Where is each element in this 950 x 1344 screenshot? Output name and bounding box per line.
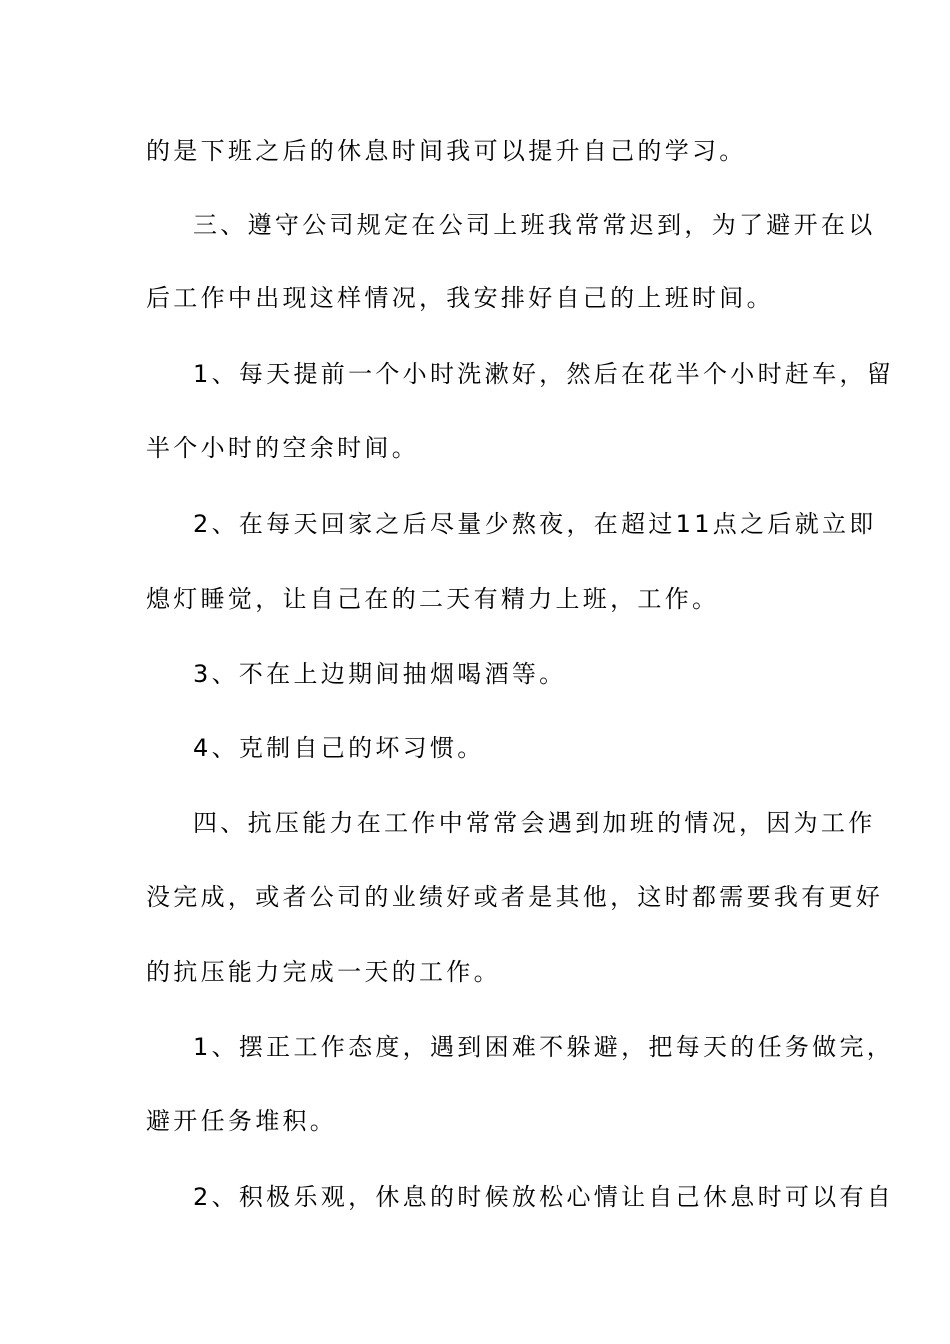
text-line-7: 熄灯睡觉，让自己在的二天有精力上班，工作。	[146, 585, 720, 613]
text-line-12: 的抗压能力完成一天的工作。	[146, 958, 501, 986]
text-line-2: 三、遵守公司规定在公司上班我常常迟到，为了避开在以	[193, 211, 876, 239]
text-line-15: 2、积极乐观，休息的时候放松心情让自己休息时可以有自	[193, 1183, 895, 1211]
text-line-13: 1、摆正工作态度，遇到困难不躲避，把每天的任务做完，	[193, 1033, 895, 1061]
text-line-5: 半个小时的空余时间。	[146, 434, 419, 462]
text-line-3: 后工作中出现这样情况，我安排好自己的上班时间。	[146, 284, 774, 312]
text-line-9: 4、克制自己的坏习惯。	[193, 734, 485, 762]
text-line-11: 没完成，或者公司的业绩好或者是其他，这时都需要我有更好	[146, 883, 884, 911]
text-line-10: 四、抗压能力在工作中常常会遇到加班的情况，因为工作	[193, 809, 876, 837]
text-line-14: 避开任务堆积。	[146, 1107, 338, 1135]
text-line-6: 2、在每天回家之后尽量少熬夜，在超过11点之后就立即	[193, 510, 877, 538]
text-line-4: 1、每天提前一个小时洗漱好，然后在花半个小时赶车，留	[193, 360, 895, 388]
text-line-8: 3、不在上边期间抽烟喝酒等。	[193, 660, 567, 688]
text-line-1: 的是下班之后的休息时间我可以提升自己的学习。	[146, 137, 747, 165]
